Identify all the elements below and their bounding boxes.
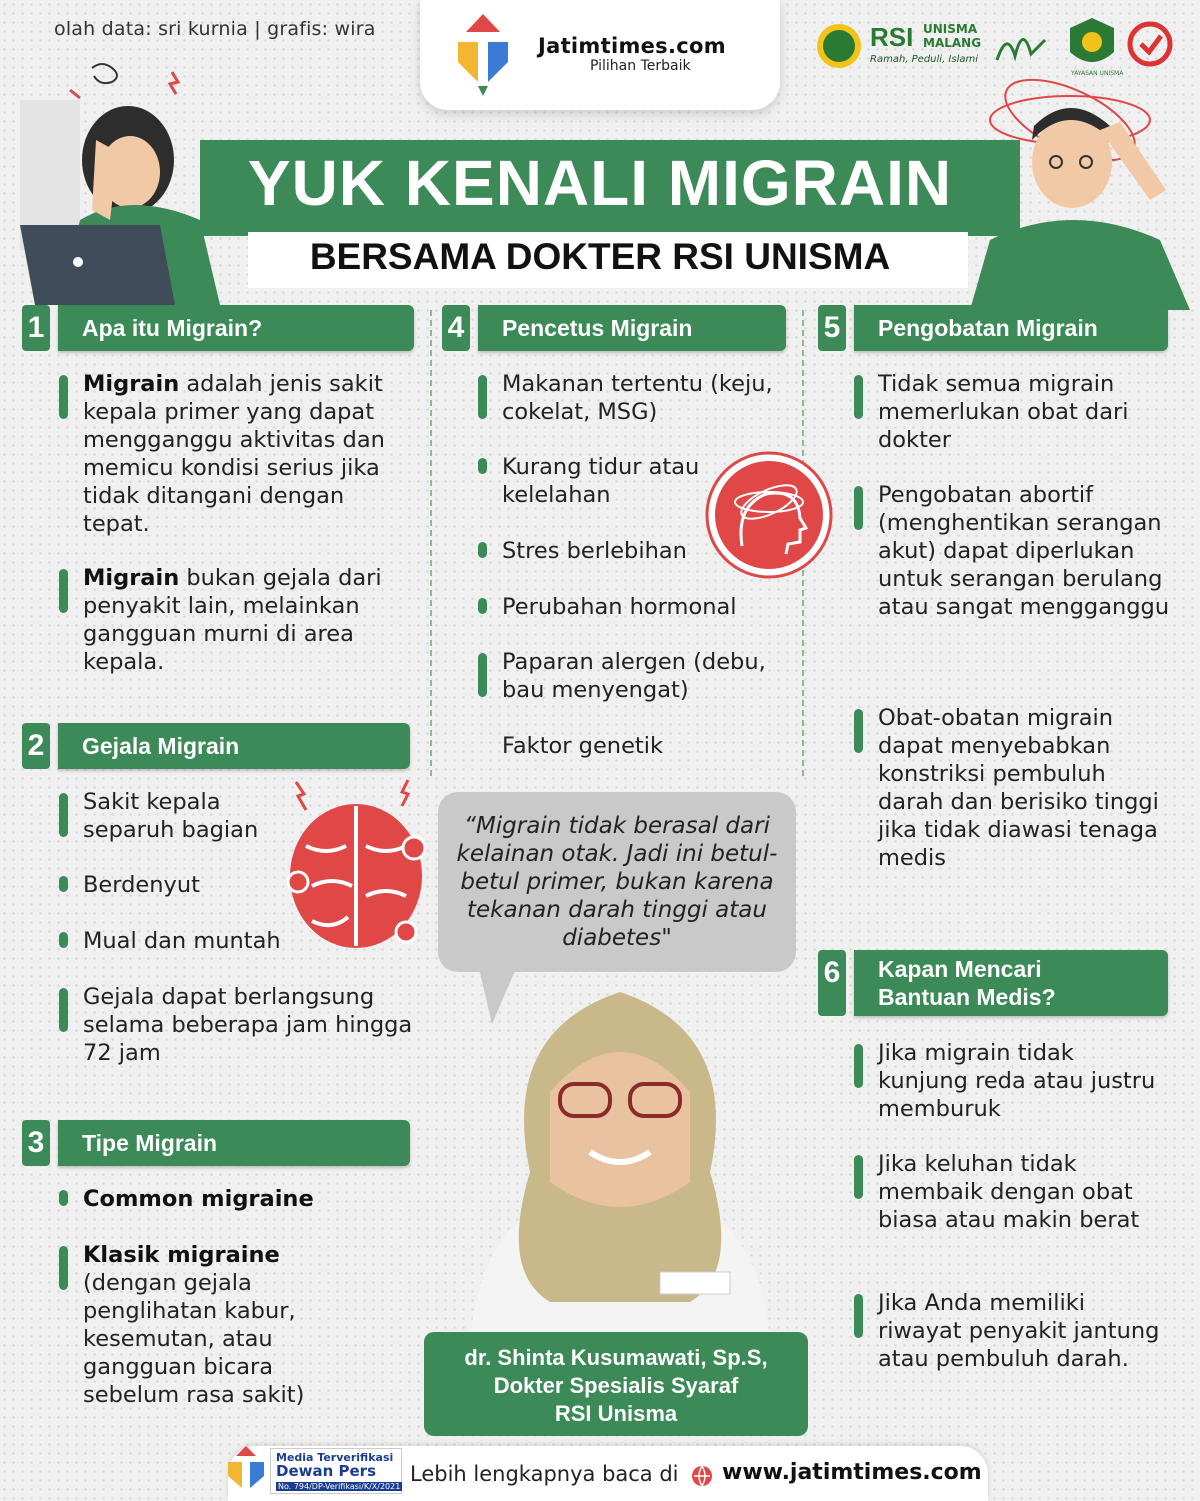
item-text: Berdenyut (83, 872, 200, 898)
bullet-bar (854, 709, 863, 753)
press-badge-line-3: No. 794/DP-Verifikasi/K/X/2021 (278, 1482, 401, 1491)
doctor-portrait (440, 972, 800, 1342)
doctor-hospital: RSI Unisma (554, 1401, 678, 1426)
item-text: Jika migrain tidak kunjung reda atau justru memburuk (878, 1040, 1156, 1122)
globe-icon (690, 1464, 714, 1488)
bullet-bar (59, 932, 68, 948)
column-divider-left (430, 310, 432, 776)
heading-line-1: Kapan Mencari (878, 956, 1042, 982)
section-1-heading: Apa itu Migrain? (58, 305, 414, 351)
heading-line-2: Bantuan Medis? (878, 984, 1056, 1010)
rsi-logo-text: RSI (870, 22, 914, 52)
section-6-number: 6 (818, 950, 846, 1016)
doctor-name-text (424, 1344, 808, 1428)
list-item (502, 370, 802, 426)
bullet-bar (854, 486, 863, 530)
rsi-tagline: Ramah, Peduli, Islami (870, 54, 979, 65)
item-text: Paparan alergen (debu, bau menyengat) (502, 649, 766, 703)
jatimtimes-logo-card[interactable] (420, 0, 780, 110)
bold-term: Migrain (83, 565, 180, 591)
item-text: (dengan gejala penglihatan kabur, kesemutan, atau gangguan bicara sebelum rasa sakit) (83, 1270, 305, 1408)
item-bold: Klasik migraine (83, 1242, 280, 1268)
item-text: Makanan tertentu (keju, cokelat, MSG) (502, 371, 773, 425)
item-text: Tidak semua migrain memerlukan obat dari dokter (878, 371, 1129, 453)
list-item (878, 370, 1178, 454)
item-text: Faktor genetik (502, 733, 664, 759)
yayasan-logo-icon (1067, 16, 1117, 72)
bullet-bar (59, 1190, 68, 1206)
unisma-label: UNISMA (923, 22, 978, 36)
list-item (83, 1185, 413, 1213)
bullet-bar (478, 458, 487, 474)
item-text: Jika keluhan tidak membaik dengan obat biasa atau makin berat (878, 1151, 1140, 1233)
section-4-heading: Pencetus Migrain (478, 305, 786, 351)
section-4-number: 4 (442, 305, 470, 351)
jatimtimes-logo-icon (438, 12, 528, 98)
list-item (83, 927, 313, 955)
brand-tagline: Pilihan Terbaik (590, 58, 691, 74)
list-item (502, 593, 792, 621)
list-item (878, 1150, 1168, 1234)
section-5-heading: Pengobatan Migrain (854, 305, 1168, 351)
item-text: Jika Anda memiliki riwayat penyakit jantung atau pembuluh darah. (878, 1290, 1160, 1372)
item-text: Perubahan hormonal (502, 594, 737, 620)
section-1-number: 1 (22, 305, 50, 351)
bullet-bar (59, 1246, 68, 1290)
rsi-logo-icon (815, 22, 863, 70)
item-text: Obat-obatan migrain dapat menyebabkan konstriksi pembuluh darah dan berisiko tinggi jika tidak diawasi tenaga medis (878, 705, 1159, 871)
item-text: Stres berlebihan (502, 538, 687, 564)
item-text: Mual dan muntah (83, 928, 281, 954)
bullet-bar (478, 598, 487, 614)
signature-logo-icon (993, 20, 1051, 70)
brand-name: Jatimtimes.com (538, 34, 726, 58)
rsi-unisma-text (923, 22, 981, 50)
doctor-quote: “Migrain tidak berasal dari kelainan otak. Jadi ini betul-betul primer, bukan karena tekanan darah tinggi atau diabetes" (456, 813, 778, 951)
list-item (83, 983, 413, 1067)
list-item (502, 537, 712, 565)
bullet-bar (59, 375, 68, 419)
bullet-bar (854, 1044, 863, 1088)
brain-icon (282, 776, 430, 952)
list-item (83, 1241, 373, 1409)
section-3-heading: Tipe Migrain (58, 1120, 410, 1166)
press-badge-line-2: Dewan Pers (276, 1462, 376, 1480)
item-text: Kurang tidur atau kelelahan (502, 454, 700, 508)
bullet-bar (59, 988, 68, 1032)
page-subtitle: BERSAMA DOKTER RSI UNISMA (309, 236, 891, 277)
list-item (878, 1039, 1168, 1123)
bullet-bar (478, 542, 487, 558)
list-item (878, 704, 1178, 872)
list-item (83, 788, 293, 844)
bullet-bar (59, 793, 68, 837)
bullet-bar (478, 375, 487, 419)
dizzy-head-icon (704, 450, 834, 580)
paragraph-text: bukan gejala dari penyakit lain, melainkan gangguan murni di area kepala. (83, 565, 382, 675)
list-item (502, 732, 792, 760)
section-2-number: 2 (22, 723, 50, 769)
bullet-bar (59, 569, 68, 613)
section-6-heading (854, 950, 1168, 1016)
section-1-paragraph-1 (83, 370, 413, 538)
section-2-heading: Gejala Migrain (58, 723, 410, 769)
footer-logo-icon (218, 1444, 274, 1500)
press-badge-line-1: Media Terverifikasi (276, 1451, 394, 1464)
yayasan-label: YAYASAN UNISMA (1071, 70, 1124, 77)
red-seal-icon (1125, 16, 1175, 72)
bullet-bar (854, 375, 863, 419)
bullet-bar (478, 653, 487, 697)
doctor-specialty: Dokter Spesialis Syaraf (493, 1373, 739, 1398)
page-title: YUK KENALI MIGRAIN (247, 147, 953, 219)
bullet-bar (854, 1155, 863, 1199)
section-5-number: 5 (818, 305, 846, 351)
item-text: Sakit kepala separuh bagian (83, 789, 259, 843)
item-text: Pengobatan abortif (menghentikan serangan akut) dapat diperlukan untuk serangan berulang atau sangat mengganggu (878, 482, 1170, 620)
bullet-bar (854, 1294, 863, 1338)
paragraph-text: adalah jenis sakit kepala primer yang dapat mengganggu aktivitas dan memicu kondisi serius jika tidak ditangani dengan tepat. (83, 371, 385, 537)
list-item (878, 481, 1178, 621)
list-item (502, 648, 797, 704)
list-item (83, 871, 293, 899)
section-3-number: 3 (22, 1120, 50, 1166)
malang-label: MALANG (923, 36, 982, 50)
doctor-name: dr. Shinta Kusumawati, Sp.S, (464, 1345, 768, 1370)
bold-term: Migrain (83, 371, 180, 397)
bullet-bar (59, 876, 68, 892)
item-text: Common migraine (83, 1186, 314, 1212)
list-item (502, 453, 717, 509)
item-text: Gejala dapat berlangsung selama beberapa jam hingga 72 jam (83, 984, 413, 1066)
section-1-paragraph-2 (83, 564, 413, 676)
footer-text: Lebih lengkapnya baca di (410, 1462, 679, 1486)
website-link[interactable]: www.jatimtimes.com (722, 1460, 982, 1485)
list-item (878, 1289, 1168, 1373)
credit-text: olah data: sri kurnia | grafis: wira (54, 18, 376, 40)
